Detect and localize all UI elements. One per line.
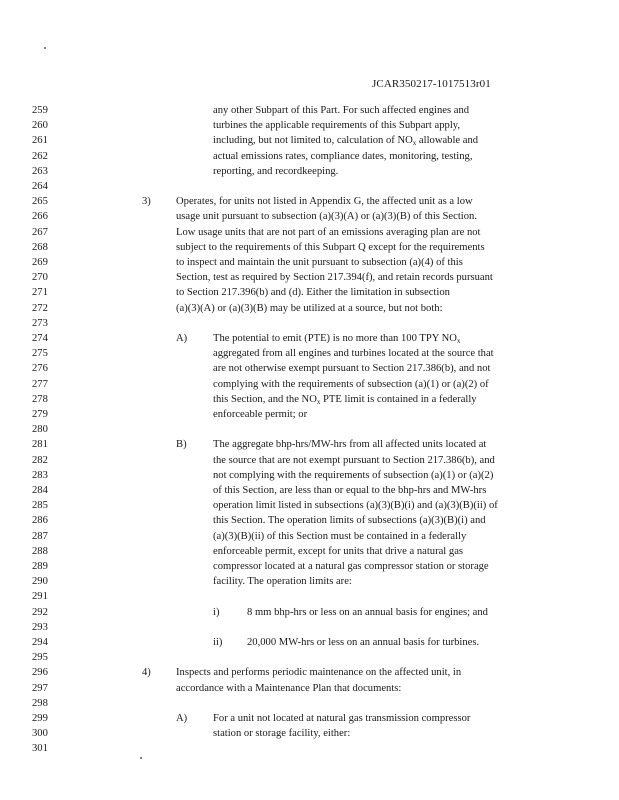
line-text xyxy=(213,133,478,148)
line-number: 261 xyxy=(32,135,48,147)
line-number: 266 xyxy=(32,211,48,223)
line-text xyxy=(213,513,486,528)
line-text xyxy=(213,118,460,133)
text-line xyxy=(0,133,619,148)
line-number: 270 xyxy=(32,272,48,284)
line-number: 293 xyxy=(32,621,48,633)
line-text-part: to inspect and maintain the unit pursuant to subsection (a)(4) of this xyxy=(176,257,463,268)
text-line xyxy=(0,437,619,452)
line-text-part: to Section 217.396(b) and (d). Either the limitation in subsection xyxy=(176,287,450,299)
text-line xyxy=(0,605,619,620)
text-line xyxy=(0,225,619,240)
line-number: 278 xyxy=(32,393,48,405)
line-number: 260 xyxy=(32,120,48,132)
line-number: 288 xyxy=(32,545,48,557)
line-text-part: including, but not limited to, calculation of NO xyxy=(213,135,413,147)
line-text xyxy=(176,301,443,316)
line-text-part: PTE limit is contained in a federally xyxy=(320,393,477,405)
text-line xyxy=(0,103,619,118)
subscript: x xyxy=(456,337,461,345)
line-text-part: usage unit pursuant to subsection (a)(3)(A) or (a)(3)(B) of this Section. xyxy=(176,211,477,223)
item-label: 4) xyxy=(142,667,151,679)
line-text xyxy=(176,255,463,270)
text-line xyxy=(0,468,619,483)
line-number: 277 xyxy=(32,378,48,390)
text-line xyxy=(0,164,619,179)
line-text-part: not complying with the requirements of subsection (a)(1) or (a)(2) xyxy=(213,469,494,481)
text-line xyxy=(0,741,619,756)
line-number: 299 xyxy=(32,713,48,724)
line-text-part: any other Subpart of this Part. For such affected engines and xyxy=(213,105,470,116)
text-line xyxy=(0,650,619,665)
line-number: 281 xyxy=(32,439,48,451)
line-text xyxy=(213,407,307,422)
text-line xyxy=(0,544,619,559)
text-line xyxy=(0,118,619,133)
text-line xyxy=(0,559,619,574)
line-text-part: turbines the applicable requirements of this Subpart apply, xyxy=(213,120,461,132)
line-text-part: enforceable permit, except for units that drive a natural gas xyxy=(213,545,464,557)
line-number: 301 xyxy=(32,743,48,755)
line-text-part: 20,000 MW-hrs or less on an annual basis for turbines. xyxy=(247,637,480,648)
item-label: A) xyxy=(176,713,188,724)
line-number: 268 xyxy=(32,241,48,253)
subscript: x xyxy=(316,397,321,406)
text-line xyxy=(0,422,619,437)
text-line xyxy=(0,453,619,468)
item-label: B) xyxy=(176,439,187,451)
text-line xyxy=(0,574,619,589)
text-line xyxy=(0,498,619,513)
line-text-part: complying with the requirements of subsection (a)(1) or (a)(2) of xyxy=(213,378,489,390)
scan-speck xyxy=(44,47,46,49)
line-number: 294 xyxy=(32,637,48,648)
line-text-part: allowable and xyxy=(416,135,479,147)
text-line xyxy=(0,392,619,407)
document-id: JCAR350217-1017513r01 xyxy=(372,78,491,90)
line-number: 300 xyxy=(32,728,48,740)
line-text xyxy=(213,544,463,559)
line-number: 276 xyxy=(32,363,48,375)
line-number: 295 xyxy=(32,652,48,664)
text-line xyxy=(0,209,619,224)
line-number: 259 xyxy=(32,105,48,116)
line-number: 269 xyxy=(32,257,48,268)
line-text xyxy=(213,468,493,483)
line-number: 267 xyxy=(32,226,48,238)
line-text xyxy=(213,103,469,118)
line-text-part: (a)(3)(B)(ii) of this Section must be contained in a federally xyxy=(213,530,467,542)
line-number: 263 xyxy=(32,165,48,177)
line-text xyxy=(213,361,490,376)
line-text-part: this Section, and the NO xyxy=(213,393,317,405)
text-line xyxy=(0,331,619,346)
line-text xyxy=(176,681,401,696)
line-text-part: subject to the requirements of this Subpart Q except for the requirements xyxy=(176,241,485,253)
line-text-part: The potential to emit (PTE) is no more than 100 TPY NO xyxy=(213,333,457,344)
line-number: 298 xyxy=(32,697,48,709)
line-text-part: 8 mm bhp-hrs or less on an annual basis for engines; and xyxy=(247,606,488,618)
line-text-part: this Section. The operation limits of subsections (a)(3)(B)(i) and xyxy=(213,515,486,527)
line-number: 271 xyxy=(32,287,48,299)
line-text xyxy=(213,331,460,346)
line-number: 274 xyxy=(32,333,48,344)
line-text-part: (a)(3)(A) or (a)(3)(B) may be utilized at a source, but not both: xyxy=(176,302,443,314)
line-text xyxy=(176,225,480,240)
text-line xyxy=(0,665,619,680)
text-line xyxy=(0,513,619,528)
text-line xyxy=(0,726,619,741)
line-number: 272 xyxy=(32,302,48,314)
line-text xyxy=(213,711,470,726)
line-text xyxy=(176,209,477,224)
line-text-part: aggregated from all engines and turbines located at the source that xyxy=(213,348,494,360)
line-text xyxy=(247,635,479,650)
line-text xyxy=(213,453,495,468)
line-number: 275 xyxy=(32,348,48,360)
line-number: 297 xyxy=(32,682,48,694)
line-text-part: For a unit not located at natural gas transmission compressor xyxy=(213,713,471,724)
line-text-part: accordance with a Maintenance Plan that documents: xyxy=(176,682,402,694)
text-line xyxy=(0,346,619,361)
line-number: 291 xyxy=(32,591,48,603)
line-text-part: Operates, for units not listed in Appendix G, the affected unit as a low xyxy=(176,196,473,208)
line-text-part: Section, test as required by Section 217.394(f), and retain records pursuant xyxy=(176,272,493,284)
subscript: x xyxy=(412,139,417,148)
text-line xyxy=(0,270,619,285)
line-number: 285 xyxy=(32,500,48,512)
text-line xyxy=(0,149,619,164)
line-text xyxy=(213,164,338,179)
item-label: 3) xyxy=(142,196,151,208)
line-number: 280 xyxy=(32,424,48,436)
line-text-part: operation limit listed in subsections (a)(3)(B)(i) and (a)(3)(B)(ii) of xyxy=(213,500,498,512)
line-text-part: enforceable permit; or xyxy=(213,409,308,420)
line-text-part: The aggregate bhp-hrs/MW-hrs from all affected units located at xyxy=(213,439,487,451)
text-line xyxy=(0,529,619,544)
item-label: ii) xyxy=(213,637,223,648)
line-text-part: Low usage units that are not part of an emissions averaging plan are not xyxy=(176,226,481,238)
scan-speck xyxy=(140,757,142,759)
line-text xyxy=(247,605,488,620)
text-line xyxy=(0,696,619,711)
text-line xyxy=(0,179,619,194)
line-text-part: reporting, and recordkeeping. xyxy=(213,165,339,177)
line-text-part: facility. The operation limits are: xyxy=(213,576,352,588)
line-text xyxy=(213,483,486,498)
line-number: 262 xyxy=(32,150,48,162)
line-text xyxy=(213,437,486,452)
line-text-part: compressor located at a natural gas compressor station or storage xyxy=(213,561,489,572)
line-number: 292 xyxy=(32,606,48,618)
line-text xyxy=(213,346,494,361)
line-number: 265 xyxy=(32,196,48,208)
line-text xyxy=(213,149,473,164)
line-number: 287 xyxy=(32,530,48,542)
line-number: 290 xyxy=(32,576,48,588)
text-line xyxy=(0,255,619,270)
line-number: 284 xyxy=(32,485,48,496)
text-line xyxy=(0,407,619,422)
item-label: A) xyxy=(176,333,188,344)
text-line xyxy=(0,361,619,376)
line-number: 286 xyxy=(32,515,48,527)
line-text xyxy=(213,498,498,513)
text-line xyxy=(0,589,619,604)
line-number: 296 xyxy=(32,667,48,679)
line-number: 282 xyxy=(32,454,48,466)
line-text xyxy=(213,377,489,392)
line-text xyxy=(213,574,352,589)
text-line xyxy=(0,483,619,498)
text-line xyxy=(0,635,619,650)
item-label: i) xyxy=(213,606,220,618)
line-text-part: station or storage facility, either: xyxy=(213,728,351,740)
line-text xyxy=(176,665,461,680)
text-line xyxy=(0,240,619,255)
line-text xyxy=(176,240,485,255)
text-line xyxy=(0,377,619,392)
text-line xyxy=(0,285,619,300)
line-text xyxy=(213,529,466,544)
line-number: 264 xyxy=(32,181,48,192)
line-number: 283 xyxy=(32,469,48,481)
text-line xyxy=(0,316,619,331)
text-line xyxy=(0,620,619,635)
line-text xyxy=(213,726,350,741)
line-text-part: of this Section, are less than or equal to the bhp-hrs and MW-hrs xyxy=(213,485,487,496)
text-line xyxy=(0,711,619,726)
line-text-part: the source that are not exempt pursuant to Section 217.386(b), and xyxy=(213,454,495,466)
line-text-part: are not otherwise exempt pursuant to Section 217.386(b), and not xyxy=(213,363,491,375)
line-text-part: actual emissions rates, compliance dates, monitoring, testing, xyxy=(213,150,473,162)
line-number: 273 xyxy=(32,317,48,329)
line-text xyxy=(176,194,473,209)
line-text-part: Inspects and performs periodic maintenance on the affected unit, in xyxy=(176,667,462,679)
line-text xyxy=(176,285,450,300)
text-line xyxy=(0,194,619,209)
line-number: 279 xyxy=(32,409,48,420)
line-number: 289 xyxy=(32,561,48,572)
text-line xyxy=(0,301,619,316)
line-text xyxy=(213,559,489,574)
line-text xyxy=(176,270,493,285)
text-line xyxy=(0,681,619,696)
line-text xyxy=(213,392,477,407)
